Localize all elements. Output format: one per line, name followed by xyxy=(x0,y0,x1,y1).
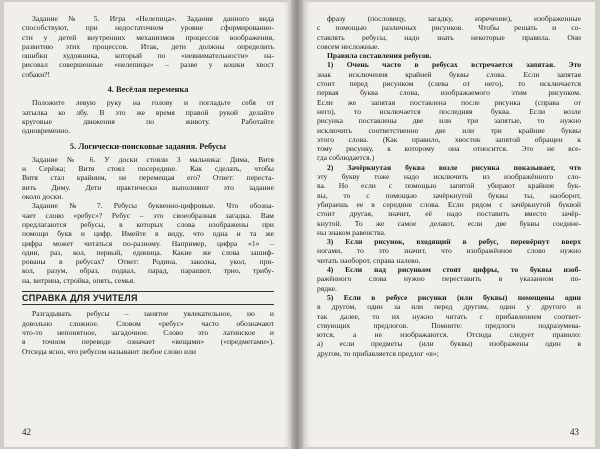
rules-title: Правила составления ребусов. xyxy=(327,51,432,61)
text-line: 5) Если в ребусе рисунки (или буквы) помещены один xyxy=(327,292,581,302)
rule1-block xyxy=(317,60,581,162)
text-line: развитию этих процессов. Итак, дети должны определить xyxy=(22,41,274,51)
text-line: в точном переводе означает «вещами» («предметами»). xyxy=(22,337,274,347)
task6-block xyxy=(22,155,274,201)
text-line: цифра может читаться по-разному. Например, цифра «1» – xyxy=(22,238,274,248)
rule5-block xyxy=(317,293,581,358)
text-line: Витя стал крайним, не перемещая его? Ответ: переста- xyxy=(22,173,274,183)
text-line: эту букву тоже надо исключить из изображённого сло- xyxy=(317,172,581,182)
text-line: него), то исключается последняя буква. Если возле xyxy=(317,106,581,116)
text-line: помощи букв и цифр. Имейте в виду, что одна и та же xyxy=(22,229,274,239)
text-line: убираешь ее в середине слова. Если рядом с зачёркнутой буквой xyxy=(317,199,581,209)
text-line: исключить соответственно две или три крайние буквы xyxy=(317,125,581,135)
intro-block xyxy=(317,14,581,51)
text-line: рованы в ребусах? Ответ: Родина, заколка, укол, при- xyxy=(22,257,274,267)
text-line: одновременно. xyxy=(22,126,71,136)
task5-block xyxy=(22,14,274,79)
task7-block xyxy=(22,201,274,285)
text-line: собаки?! xyxy=(22,69,51,79)
text-line: а) если предметы (или буквы) изображены один в xyxy=(317,339,581,349)
book-gutter xyxy=(291,0,303,449)
text-line: с помощью различных рисунков. Чтобы решать и со- xyxy=(317,23,581,33)
text-line: другом, то прибавляется предлог «в»; xyxy=(317,348,439,358)
rule4-block xyxy=(317,265,581,293)
page-number-left: 42 xyxy=(22,427,31,437)
left-page xyxy=(4,2,291,447)
text-line: сти у детей внутренних механизмов процессов воображения, xyxy=(22,32,274,42)
text-line: ются, а не изображаются. Отсюда следует правило: xyxy=(317,330,581,340)
text-line: рисовал совершенные «нелепицы» – разве у кошки хвост xyxy=(22,60,274,70)
text-line: Задание № 5. Игра «Нелепица». Задания данного вида xyxy=(32,14,274,23)
rule2-block xyxy=(317,163,581,237)
text-line: ва. Но если с помощью запятой убирают крайние бук- xyxy=(317,181,581,191)
text-line: читать наоборот, справа налево. xyxy=(317,255,421,265)
text-line: 1) Очень часто в ребусах встречается запятая. Это xyxy=(327,60,581,70)
text-line: что-то непонятное, загадочное. Слово это латинское и xyxy=(22,327,274,337)
text-line: один, раз, кол, первый, единица. Какие же слова зашиф- xyxy=(22,247,274,257)
text-line: гда соблюдается.) xyxy=(317,153,375,163)
heading-break: 4. Весёлая переменка xyxy=(107,85,189,95)
text-line: Задание № 6. У доски стояли 3 мальчика: Дима, Витя xyxy=(32,154,274,164)
rule3-block xyxy=(317,237,581,265)
text-line: Разгадывать ребусы – занятие увлекательное, но и xyxy=(32,309,274,319)
text-line: рисунка поставлены две или три запятые, то нужно xyxy=(317,116,581,126)
text-line: ны знаком равенства. xyxy=(317,227,386,237)
text-line: стоит другая, значит, её надо поставить вместо зачёр- xyxy=(317,209,581,219)
text-line: Задание № 7. Ребусы буквенно-цифровые. Что обозна- xyxy=(32,201,274,211)
text-line: Если же запятая поставлена после рисунка (справа от xyxy=(317,97,581,107)
text-line: Отсюда ясно, что ребусом называют любое слово или xyxy=(22,346,196,356)
text-line: кол, разум, образ, подвал, парад, парашют, трио, трибу- xyxy=(22,266,274,276)
text-line: ногами, то это значит, что изображённое слово нужно xyxy=(317,246,581,256)
text-line: в другом, один за или перед другим, один у другого и xyxy=(317,302,581,312)
right-page xyxy=(303,2,595,447)
text-line: на, витрина, стройка, опять, семья. xyxy=(22,275,135,285)
left-column xyxy=(22,14,274,356)
text-line: 2) Зачёркнутая буква возле рисунка показывает, что xyxy=(327,162,581,172)
text-line: Положите левую руку на голову и погладьте себя от xyxy=(32,98,274,108)
text-line: ставлять ребусы, надо знать некоторые правила. Они xyxy=(317,32,581,42)
text-line: так далее, то их нужно читать с прибавлением соответ- xyxy=(317,311,581,321)
text-line: фразу (пословицу, загадку, изречение), изображенные xyxy=(327,14,581,23)
text-line: круговые движения по животу. Работайте xyxy=(22,116,274,126)
text-line: совсем несложные. xyxy=(317,41,380,51)
text-line: рядке. xyxy=(317,283,337,293)
text-line: довольно сложное. Словом «ребус» часто обозначают xyxy=(22,318,274,328)
text-line: вить Диму. Дети практически выполняют это задание xyxy=(22,182,274,192)
text-line: этого слова. (Как правило, хвостик запятой обращен к xyxy=(317,134,581,144)
text-line: 4) Если над рисунком стоят цифры, то буквы изоб- xyxy=(327,265,581,275)
text-line: вы, то с помощью зачёркнутой буквы ты, наоборот, xyxy=(317,190,581,200)
text-line: ошибки художника, который по «невнимательности» на- xyxy=(22,51,274,61)
text-line: около доски. xyxy=(22,192,64,202)
break-block xyxy=(22,98,274,135)
right-column xyxy=(317,14,581,358)
text-line: способствуют, при недостаточном уровне сформированно- xyxy=(22,23,274,33)
text-line: ражённого слова нужно переставить в указанном по- xyxy=(317,274,581,284)
heading-rebus: 5. Логически-поисковые задания. Ребусы xyxy=(69,141,227,151)
text-line: ствующих предлогов. Помните: предлоги подразумева- xyxy=(317,320,581,330)
text-line: 3) Если рисунок, входящий в ребус, перевёрнут вверх xyxy=(327,237,581,247)
text-line: предлагаются ребусы, в которых слова изображены при xyxy=(22,219,274,229)
text-line: знак исключения крайней буквы слова. Если запятая xyxy=(317,69,581,79)
text-line: тому рисунку, к которому она относится. Это не все- xyxy=(317,144,581,154)
text-line: кнутой. То же самое делают, если две буквы соедине- xyxy=(317,218,581,228)
reference-block xyxy=(22,309,274,355)
text-line: и Серёжа; Витя стоял посередине. Как сделать, чтобы xyxy=(22,164,274,174)
teacher-reference-title: СПРАВКА ДЛЯ УЧИТЕЛЯ xyxy=(22,291,274,305)
text-line: чает слово «ребус»? Ребус – это своеобразная загадка. Вам xyxy=(22,210,274,220)
page-number-right: 43 xyxy=(570,427,579,437)
text-line: стоит перед рисунком (слева от него), то исключается xyxy=(317,79,581,89)
text-line: первая буква слова, изображаемого этим рисунком. xyxy=(317,88,581,98)
text-line: затылка ко лбу. В это же время правой рукой делайте xyxy=(22,107,274,117)
